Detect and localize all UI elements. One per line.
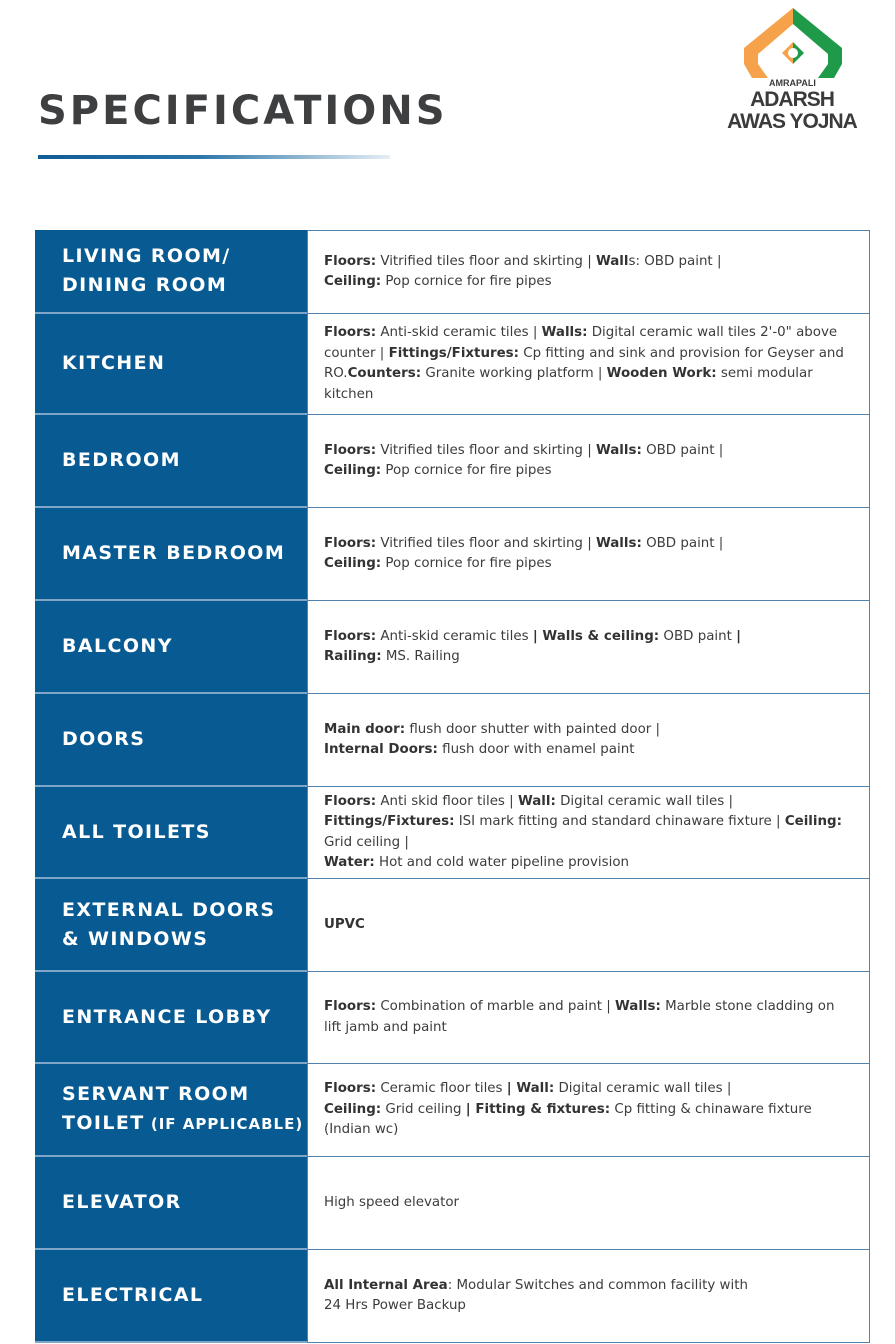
spec-row-text	[324, 627, 741, 668]
spec-value: s: OBD paint |	[628, 253, 722, 269]
logo	[712, 6, 877, 136]
spec-row-value	[307, 694, 870, 787]
spec-row-label-text: BEDROOM	[62, 449, 181, 471]
spec-row-label-text: ALL TOILETS	[62, 820, 211, 843]
spec-key: Floors:	[324, 1081, 377, 1097]
spec-value: Pop cornice for fire pipes	[381, 556, 552, 571]
spec-value: Pop cornice for fire pipes	[381, 274, 552, 289]
spec-key: UPVC	[324, 916, 365, 932]
spec-row-value	[307, 1250, 870, 1343]
spec-row	[35, 879, 870, 972]
spec-row	[35, 1157, 870, 1250]
spec-row-text	[324, 252, 721, 293]
spec-value: Combination of marble and paint |	[376, 999, 616, 1014]
spec-key: Ceiling:	[324, 1101, 382, 1117]
spec-table	[35, 230, 870, 1343]
spec-row-value	[307, 415, 870, 508]
spec-value: Digital ceramic wall tiles |	[555, 793, 733, 809]
spec-value: High speed elevator	[324, 1194, 460, 1210]
spec-row	[35, 508, 870, 601]
spec-key: Floors:	[324, 793, 377, 809]
spec-value: flush door shutter with painted door |	[405, 721, 661, 737]
spec-row-text	[324, 1079, 812, 1141]
spec-row	[35, 415, 870, 508]
spec-key: Wooden Work:	[606, 366, 717, 381]
spec-row-value	[307, 230, 870, 314]
spec-row-value	[307, 1064, 870, 1157]
spec-value: OBD paint |	[641, 442, 724, 458]
spec-row-value	[307, 601, 870, 694]
spec-value: Anti-skid ceramic tiles	[376, 628, 533, 644]
spec-row-label	[35, 1250, 307, 1343]
spec-key: | Wall:	[506, 1081, 555, 1097]
spec-key: Fittings/Fixtures:	[388, 345, 519, 361]
spec-row-label-text: BALCONY	[62, 635, 173, 657]
spec-key: Ceiling:	[324, 556, 382, 571]
spec-row-value	[307, 787, 870, 879]
spec-key: Floors:	[324, 253, 377, 269]
logo-brand-small: AMRAPALI	[769, 78, 816, 88]
spec-row-label-text: KITCHEN	[62, 352, 166, 374]
spec-row	[35, 230, 870, 314]
spec-value: Cp fitting & chinaware fixture	[610, 1101, 812, 1117]
spec-value: Vitrified tiles floor and skirting |	[376, 442, 596, 458]
spec-row-value	[307, 879, 870, 972]
spec-value: OBD paint |	[641, 535, 724, 551]
spec-key: Water:	[324, 855, 375, 870]
spec-value: Marble stone cladding on lift jamb and paint	[324, 999, 835, 1035]
spec-row-value	[307, 1157, 870, 1250]
logo-line2: AWAS YOJNA	[727, 110, 857, 133]
spec-row-label	[35, 1064, 307, 1157]
spec-key: Counters:	[347, 366, 422, 381]
spec-value: Ceramic floor tiles	[376, 1081, 507, 1097]
spec-key: Ceiling:	[324, 463, 382, 478]
spec-row	[35, 1250, 870, 1343]
spec-key: Walls:	[595, 442, 642, 458]
spec-key: Railing:	[324, 649, 382, 664]
spec-key: Floors:	[324, 442, 377, 458]
spec-row	[35, 1064, 870, 1157]
spec-key: Floors:	[324, 535, 377, 551]
spec-row-text	[324, 720, 660, 761]
spec-row	[35, 314, 870, 415]
spec-value: Hot and cold water pipeline provision	[374, 855, 630, 870]
spec-value: : Modular Switches and common facility with	[447, 1277, 748, 1293]
spec-value: (Indian wc)	[324, 1122, 399, 1138]
spec-row-label	[35, 972, 307, 1064]
spec-value: Grid ceiling	[381, 1101, 466, 1117]
spec-row-text	[324, 1276, 748, 1317]
spec-key: | Fitting & fixtures:	[465, 1101, 611, 1117]
spec-row-label	[35, 879, 307, 972]
spec-row-label	[35, 230, 307, 314]
spec-row-label-text: DOORS	[62, 728, 146, 750]
spec-key: Wall:	[517, 793, 556, 809]
spec-key: Wall	[595, 253, 629, 269]
spec-value: Vitrified tiles floor and skirting |	[376, 253, 596, 269]
spec-row	[35, 694, 870, 787]
spec-key: Floors:	[324, 325, 377, 340]
spec-key: Internal Doors:	[324, 742, 438, 757]
spec-key: Floors:	[324, 628, 377, 644]
spec-row-label	[35, 415, 307, 508]
spec-value: flush door with enamel paint	[437, 742, 635, 757]
spec-row-label-text: MASTER BEDROOM	[62, 542, 286, 564]
spec-row	[35, 972, 870, 1064]
spec-row-text	[324, 792, 853, 874]
spec-row-label-text: LIVING ROOM/ DINING ROOM	[62, 245, 231, 296]
spec-row-label-text: SERVANT ROOM TOILET (IF APPLICABLE)	[62, 1083, 304, 1134]
spec-value: Pop cornice for fire pipes	[381, 463, 552, 478]
spec-key: |	[736, 628, 742, 644]
spec-key: Floors:	[324, 999, 377, 1014]
spec-key: Fittings/Fixtures:	[324, 814, 455, 829]
spec-value: 24 Hrs Power Backup	[324, 1298, 466, 1313]
spec-row-label	[35, 787, 307, 879]
page-title: SPECIFICATIONS	[38, 88, 448, 134]
spec-value: Anti skid floor tiles |	[376, 793, 518, 809]
spec-key: Main door:	[324, 721, 406, 737]
spec-row-text	[324, 997, 853, 1038]
spec-key: | Walls & ceiling:	[532, 628, 660, 644]
spec-key: Ceiling:	[324, 274, 382, 289]
spec-value: Digital ceramic wall tiles 2'-0" above counter |	[324, 325, 838, 361]
spec-row-text	[324, 1193, 459, 1214]
spec-row-label	[35, 1157, 307, 1250]
spec-row-value	[307, 314, 870, 415]
spec-value: semi modular kitchen	[324, 366, 813, 402]
spec-row-label-text: EXTERNAL DOORS & WINDOWS	[62, 898, 276, 950]
spec-value: MS. Railing	[381, 649, 460, 664]
spec-row-label	[35, 601, 307, 694]
spec-row-label	[35, 314, 307, 415]
spec-value: Digital ceramic wall tiles |	[554, 1081, 732, 1097]
spec-key: Walls:	[541, 325, 588, 340]
spec-key: All Internal Area	[324, 1277, 448, 1293]
spec-row	[35, 787, 870, 879]
spec-value: Grid ceiling |	[324, 834, 409, 850]
spec-row-label	[35, 508, 307, 601]
spec-row-label-text: ELECTRICAL	[62, 1284, 204, 1306]
spec-key: Walls:	[595, 535, 642, 551]
spec-row-label-text: ENTRANCE LOBBY	[62, 1005, 272, 1028]
spec-value: ISI mark fitting and standard chinaware fixture |	[454, 814, 785, 829]
spec-row	[35, 601, 870, 694]
spec-value: OBD paint	[659, 628, 737, 644]
spec-value: Cp fitting and sink and provision for Geyser and RO.	[324, 345, 844, 381]
spec-key: Walls:	[615, 999, 661, 1014]
spec-value: Anti-skid ceramic tiles |	[376, 325, 542, 340]
logo-line1: ADARSH	[750, 88, 834, 111]
spec-row-text	[324, 915, 365, 936]
spec-key: Ceiling:	[784, 814, 842, 829]
spec-row-value	[307, 972, 870, 1064]
spec-row-text	[324, 323, 853, 405]
spec-row-text	[324, 441, 723, 482]
title-underline	[38, 155, 390, 159]
spec-row-label-text: ELEVATOR	[62, 1191, 182, 1213]
spec-row-label-note: (IF APPLICABLE)	[144, 1115, 304, 1133]
spec-row-label	[35, 694, 307, 787]
spec-value: Granite working platform |	[421, 366, 607, 381]
spec-value: Vitrified tiles floor and skirting |	[376, 535, 596, 551]
spec-row-value	[307, 508, 870, 601]
spec-row-text	[324, 534, 723, 575]
